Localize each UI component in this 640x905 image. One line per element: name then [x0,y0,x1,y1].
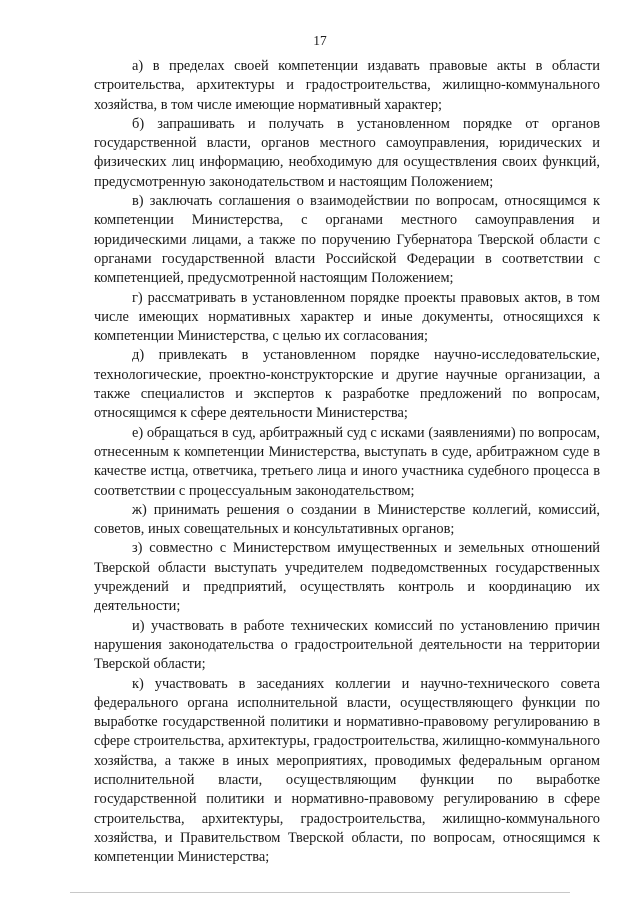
paragraph-e: е) обращаться в суд, арбитражный суд с исками (заявлениями) по вопросам, отнесенным к компетенции Министерства, выступать в суде, арбитражном суде в качестве истца, ответчика, третьего лица и иного участника судебного процесса в соответствии с процессуальным законодательством; [94,424,600,499]
paragraph-k: к) участвовать в заседаниях коллегии и научно-технического совета федерального органа исполнительной власти, осуществляющего функции по выработке государственной политики и нормативно-правовому регулированию в сфере строительства, архитектуры, градостроительства, жилищно-коммунального хозяйства, а также в иных мероприятиях, проводимых федеральным органом исполнительной власти, осуществляющим функции по выработке государственной политики и нормативно-правовому регулированию в сфере строительства, архитектуры, градостроительства, жилищно-коммунального хозяйства, и Правительством Тверской области, по вопросам, относящимся к компетенции Министерства; [94,675,600,866]
document-body [94,57,600,867]
paragraph-z: з) совместно с Министерством имущественных и земельных отношений Тверской области выступать учредителем подведомственных государственных учреждений и предприятий, осуществлять контроль и координацию их деятельности; [94,540,600,615]
paragraph-v: в) заключать соглашения о взаимодействии по вопросам, относящимся к компетенции Министерства, с органами местного самоуправления и юридическими лицами, а также по поручению Губернатора Тверской области с органами государственной власти Российской Федерации в соответствии с компетенцией, предусмотренной настоящим Положением; [94,193,600,287]
paragraph-d: д) привлекать в установленном порядке научно-исследовательские, технологические, проектно-конструкторские и другие научные организации, а также специалистов и экспертов к разработке предложений по вопросам, относящимся к сфере деятельности Министерства; [94,347,600,422]
paragraph-zh: ж) принимать решения о создании в Министерстве коллегий, комиссий, советов, иных совещательных и консультативных органов; [94,501,600,538]
page-bottom-edge [70,892,570,893]
page-number: 17 [313,33,327,48]
paragraph-g: г) рассматривать в установленном порядке проекты правовых актов, в том числе имеющих нормативных характер и иные документы, относящихся к компетенции Министерства, с целью их согласования; [94,289,600,345]
paragraph-i: и) участвовать в работе технических комиссий по установлению причин нарушения законодательства о градостроительной деятельности на территории Тверской области; [94,617,600,673]
paragraph-b: б) запрашивать и получать в установленном порядке от органов государственной власти, органов местного самоуправления, юридических и физических лиц информацию, необходимую для осуществления своих функций, предусмотренную законодательством и настоящим Положением; [94,115,600,190]
paragraph-a: а) в пределах своей компетенции издавать правовые акты в области строительства, архитектуры и градостроительства, жилищно-коммунального хозяйства, в том числе имеющие нормативный характер; [94,58,600,113]
